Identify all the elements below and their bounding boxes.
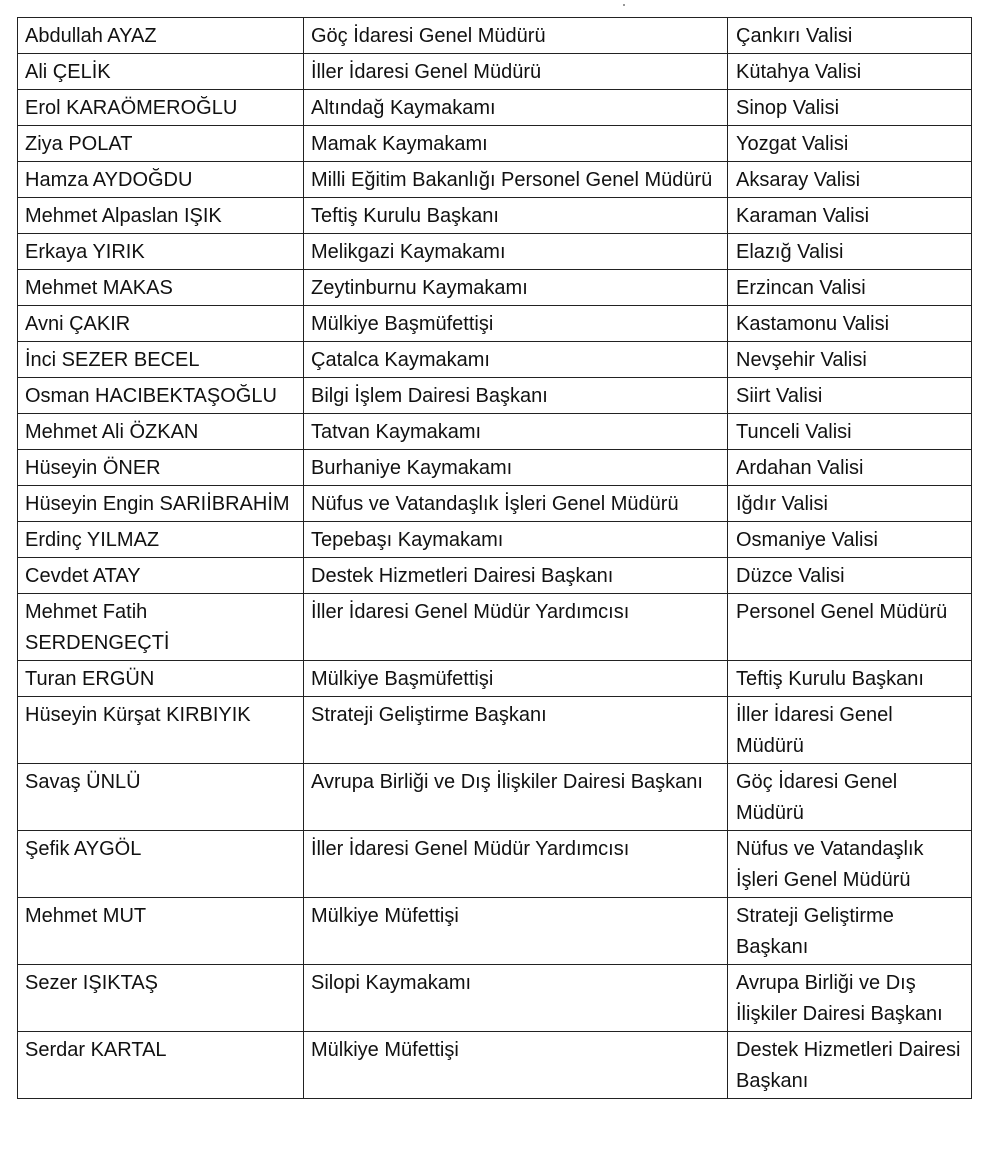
- table-row: [18, 965, 972, 1032]
- new-post-cell: Personel Genel Müdürü: [728, 594, 972, 661]
- appointments-table: [17, 17, 972, 1099]
- new-post-cell: Sinop Valisi: [728, 90, 972, 126]
- person-name-cell: Ziya POLAT: [18, 126, 304, 162]
- person-name-cell: Hüseyin Kürşat KIRBIYIK: [18, 697, 304, 764]
- new-post-cell: Düzce Valisi: [728, 558, 972, 594]
- person-name-cell: Hüseyin ÖNER: [18, 450, 304, 486]
- appointments-table-body: [18, 18, 972, 1099]
- new-post-cell: Iğdır Valisi: [728, 486, 972, 522]
- current-position-cell: Mülkiye Müfettişi: [304, 1032, 728, 1099]
- person-name-cell: Sezer IŞIKTAŞ: [18, 965, 304, 1032]
- person-name-cell: Mehmet Fatih SERDENGEÇTİ: [18, 594, 304, 661]
- current-position-cell: İller İdaresi Genel Müdürü: [304, 54, 728, 90]
- person-name-cell: Mehmet Alpaslan IŞIK: [18, 198, 304, 234]
- new-post-cell: Karaman Valisi: [728, 198, 972, 234]
- new-post-cell: Tunceli Valisi: [728, 414, 972, 450]
- current-position-cell: Tatvan Kaymakamı: [304, 414, 728, 450]
- person-name-cell: Şefik AYGÖL: [18, 831, 304, 898]
- new-post-cell: İller İdaresi Genel Müdürü: [728, 697, 972, 764]
- table-row: [18, 558, 972, 594]
- table-row: [18, 198, 972, 234]
- table-row: [18, 661, 972, 697]
- current-position-cell: Tepebaşı Kaymakamı: [304, 522, 728, 558]
- current-position-cell: Silopi Kaymakamı: [304, 965, 728, 1032]
- table-row: [18, 522, 972, 558]
- new-post-cell: Elazığ Valisi: [728, 234, 972, 270]
- current-position-cell: İller İdaresi Genel Müdür Yardımcısı: [304, 831, 728, 898]
- new-post-cell: Kütahya Valisi: [728, 54, 972, 90]
- new-post-cell: Osmaniye Valisi: [728, 522, 972, 558]
- person-name-cell: Turan ERGÜN: [18, 661, 304, 697]
- table-row: [18, 1032, 972, 1099]
- person-name-cell: Hüseyin Engin SARIİBRAHİM: [18, 486, 304, 522]
- table-row: [18, 162, 972, 198]
- current-position-cell: Zeytinburnu Kaymakamı: [304, 270, 728, 306]
- table-row: [18, 378, 972, 414]
- new-post-cell: Aksaray Valisi: [728, 162, 972, 198]
- current-position-cell: Mülkiye Başmüfettişi: [304, 661, 728, 697]
- table-row: [18, 486, 972, 522]
- current-position-cell: Çatalca Kaymakamı: [304, 342, 728, 378]
- current-position-cell: Strateji Geliştirme Başkanı: [304, 697, 728, 764]
- person-name-cell: Abdullah AYAZ: [18, 18, 304, 54]
- table-row: [18, 898, 972, 965]
- person-name-cell: Avni ÇAKIR: [18, 306, 304, 342]
- person-name-cell: Mehmet Ali ÖZKAN: [18, 414, 304, 450]
- person-name-cell: Hamza AYDOĞDU: [18, 162, 304, 198]
- person-name-cell: Erol KARAÖMEROĞLU: [18, 90, 304, 126]
- new-post-cell: Strateji Geliştirme Başkanı: [728, 898, 972, 965]
- person-name-cell: Ali ÇELİK: [18, 54, 304, 90]
- table-row: [18, 18, 972, 54]
- new-post-cell: Ardahan Valisi: [728, 450, 972, 486]
- current-position-cell: Teftiş Kurulu Başkanı: [304, 198, 728, 234]
- person-name-cell: Mehmet MUT: [18, 898, 304, 965]
- person-name-cell: Serdar KARTAL: [18, 1032, 304, 1099]
- table-row: [18, 270, 972, 306]
- new-post-cell: Teftiş Kurulu Başkanı: [728, 661, 972, 697]
- person-name-cell: Savaş ÜNLÜ: [18, 764, 304, 831]
- person-name-cell: Cevdet ATAY: [18, 558, 304, 594]
- table-row: [18, 234, 972, 270]
- new-post-cell: Nevşehir Valisi: [728, 342, 972, 378]
- person-name-cell: Erkaya YIRIK: [18, 234, 304, 270]
- table-row: [18, 450, 972, 486]
- table-row: [18, 342, 972, 378]
- new-post-cell: Siirt Valisi: [728, 378, 972, 414]
- current-position-cell: Bilgi İşlem Dairesi Başkanı: [304, 378, 728, 414]
- table-row: [18, 54, 972, 90]
- person-name-cell: Mehmet MAKAS: [18, 270, 304, 306]
- table-row: [18, 90, 972, 126]
- current-position-cell: Mülkiye Müfettişi: [304, 898, 728, 965]
- new-post-cell: Kastamonu Valisi: [728, 306, 972, 342]
- new-post-cell: Yozgat Valisi: [728, 126, 972, 162]
- new-post-cell: Çankırı Valisi: [728, 18, 972, 54]
- current-position-cell: Burhaniye Kaymakamı: [304, 450, 728, 486]
- scan-speck: [623, 4, 625, 6]
- current-position-cell: Avrupa Birliği ve Dış İlişkiler Dairesi Başkanı: [304, 764, 728, 831]
- table-row: [18, 764, 972, 831]
- current-position-cell: Mamak Kaymakamı: [304, 126, 728, 162]
- current-position-cell: Melikgazi Kaymakamı: [304, 234, 728, 270]
- new-post-cell: Erzincan Valisi: [728, 270, 972, 306]
- current-position-cell: Mülkiye Başmüfettişi: [304, 306, 728, 342]
- current-position-cell: Milli Eğitim Bakanlığı Personel Genel Müdürü: [304, 162, 728, 198]
- person-name-cell: Erdinç YILMAZ: [18, 522, 304, 558]
- table-row: [18, 831, 972, 898]
- table-row: [18, 306, 972, 342]
- person-name-cell: Osman HACIBEKTAŞOĞLU: [18, 378, 304, 414]
- table-row: [18, 126, 972, 162]
- table-row: [18, 594, 972, 661]
- table-row: [18, 697, 972, 764]
- current-position-cell: Nüfus ve Vatandaşlık İşleri Genel Müdürü: [304, 486, 728, 522]
- new-post-cell: Göç İdaresi Genel Müdürü: [728, 764, 972, 831]
- table-row: [18, 414, 972, 450]
- new-post-cell: Avrupa Birliği ve Dış İlişkiler Dairesi Başkanı: [728, 965, 972, 1032]
- current-position-cell: İller İdaresi Genel Müdür Yardımcısı: [304, 594, 728, 661]
- new-post-cell: Nüfus ve Vatandaşlık İşleri Genel Müdürü: [728, 831, 972, 898]
- new-post-cell: Destek Hizmetleri Dairesi Başkanı: [728, 1032, 972, 1099]
- current-position-cell: Göç İdaresi Genel Müdürü: [304, 18, 728, 54]
- current-position-cell: Destek Hizmetleri Dairesi Başkanı: [304, 558, 728, 594]
- person-name-cell: İnci SEZER BECEL: [18, 342, 304, 378]
- current-position-cell: Altındağ Kaymakamı: [304, 90, 728, 126]
